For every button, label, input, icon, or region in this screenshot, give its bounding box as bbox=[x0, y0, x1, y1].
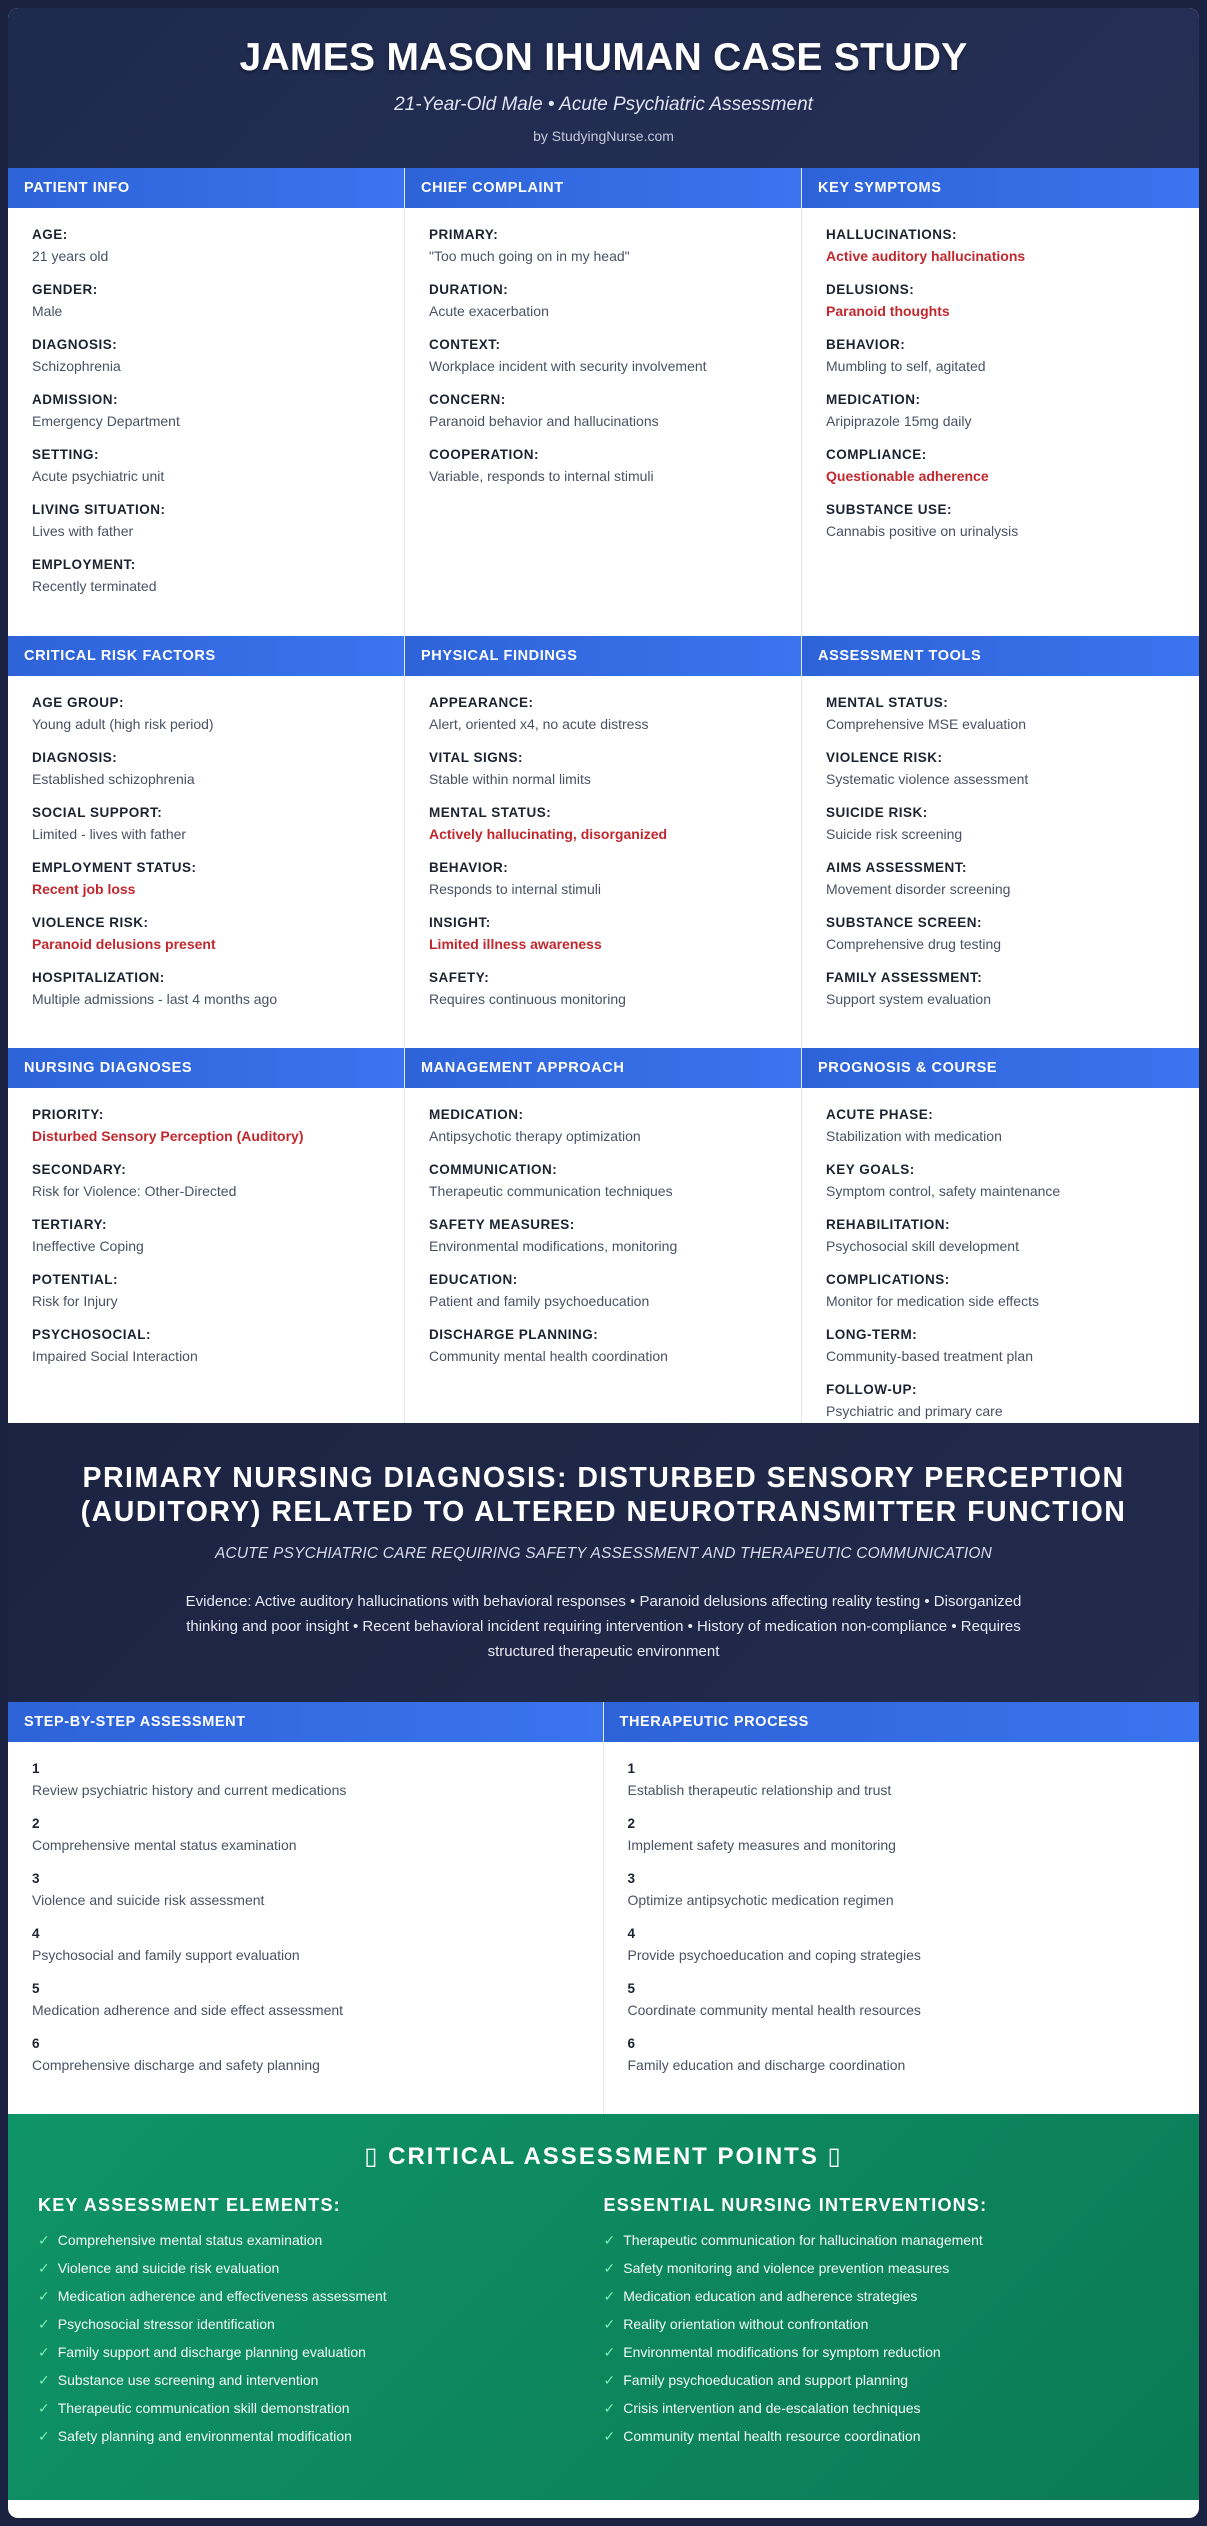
field-suicide-risk bbox=[826, 804, 1175, 844]
process-row bbox=[8, 1702, 1199, 2114]
field-label: COMPLICATIONS: bbox=[826, 1272, 950, 1287]
field-value: "Too much going on in my head" bbox=[429, 248, 630, 264]
card-header: THERAPEUTIC PROCESS bbox=[604, 1702, 1200, 1742]
card-header: NURSING DIAGNOSES bbox=[8, 1048, 404, 1088]
checklist-item-text: Family psychoeducation and support planning bbox=[623, 2372, 909, 2388]
check-icon: ✓ bbox=[603, 2260, 616, 2276]
field-value: Psychosocial skill development bbox=[826, 1238, 1019, 1254]
field-education bbox=[429, 1271, 777, 1311]
check-icon: ✓ bbox=[38, 2316, 50, 2332]
checklist-item bbox=[604, 2230, 1170, 2250]
field-value: Acute exacerbation bbox=[429, 303, 549, 319]
field-label: SAFETY MEASURES: bbox=[429, 1217, 575, 1232]
field-value-alert: Paranoid delusions present bbox=[32, 936, 216, 952]
field-cooperation bbox=[429, 446, 777, 486]
card-body bbox=[405, 1088, 801, 1366]
card-header: PATIENT INFO bbox=[8, 168, 404, 208]
field-label: LONG-TERM: bbox=[826, 1327, 918, 1342]
critical-column-heading: ESSENTIAL NURSING INTERVENTIONS: bbox=[603, 2195, 988, 2215]
field-value: Stable within normal limits bbox=[429, 771, 591, 787]
field-value: Mumbling to self, agitated bbox=[826, 358, 986, 374]
step-text: Review psychiatric history and current medications bbox=[32, 1782, 347, 1798]
checklist-item-text: Community mental health resource coordination bbox=[623, 2428, 921, 2444]
step-text: Provide psychoeducation and coping strategies bbox=[627, 1947, 921, 1963]
checklist-item-text: Medication education and adherence strategies bbox=[623, 2288, 918, 2304]
field-discharge-planning bbox=[429, 1326, 777, 1366]
field-value: Antipsychotic therapy optimization bbox=[429, 1128, 641, 1144]
step-text: Medication adherence and side effect assessment bbox=[32, 2002, 344, 2018]
field-priority bbox=[32, 1106, 380, 1146]
field-value: Risk for Violence: Other-Directed bbox=[32, 1183, 237, 1199]
step-item bbox=[32, 1925, 579, 1965]
diagnosis-evidence: Evidence: Active auditory hallucinations with behavioral responses • Paranoid delusions affecting reality testing • Disorganized thinking and poor insight • Recent behavioral incident requiring intervention • History of medication non-compliance • Requires structured therapeutic environment bbox=[185, 1593, 1022, 1660]
field-label: DISCHARGE PLANNING: bbox=[429, 1327, 599, 1342]
check-icon: ✓ bbox=[38, 2260, 50, 2276]
checklist-item bbox=[38, 2426, 604, 2446]
field-label: COMMUNICATION: bbox=[429, 1162, 558, 1177]
field-label: MEDICATION: bbox=[429, 1107, 524, 1122]
critical-title: ▯ CRITICAL ASSESSMENT POINTS ▯ bbox=[364, 2143, 843, 2170]
cards-row-1 bbox=[8, 168, 1199, 636]
card-header: PHYSICAL FINDINGS bbox=[405, 636, 801, 676]
card-header: KEY SYMPTOMS bbox=[802, 168, 1199, 208]
field-label: POTENTIAL: bbox=[32, 1272, 118, 1287]
critical-assessment-section bbox=[8, 2114, 1199, 2500]
field-employment-status bbox=[32, 859, 380, 899]
field-label: PRIMARY: bbox=[429, 227, 499, 242]
critical-column-key-assessment-elements bbox=[38, 2195, 604, 2454]
field-label: HALLUCINATIONS: bbox=[826, 227, 957, 242]
field-label: SOCIAL SUPPORT: bbox=[32, 805, 163, 820]
checklist-item-text: Substance use screening and intervention bbox=[57, 2372, 319, 2388]
field-label: PRIORITY: bbox=[32, 1107, 104, 1122]
field-medication bbox=[826, 391, 1175, 431]
check-icon: ✓ bbox=[38, 2232, 50, 2248]
checklist-item bbox=[38, 2370, 604, 2390]
field-value: Variable, responds to internal stimuli bbox=[429, 468, 654, 484]
card-body bbox=[802, 208, 1199, 541]
field-value-alert: Actively hallucinating, disorganized bbox=[429, 826, 668, 842]
field-label: BEHAVIOR: bbox=[429, 860, 509, 875]
field-value: Comprehensive drug testing bbox=[826, 936, 1002, 952]
card-header: PROGNOSIS & COURSE bbox=[802, 1048, 1199, 1088]
field-insight bbox=[429, 914, 777, 954]
step-item bbox=[32, 1870, 579, 1910]
field-living-situation bbox=[32, 501, 380, 541]
field-tertiary bbox=[32, 1216, 380, 1256]
field-label: INSIGHT: bbox=[429, 915, 491, 930]
checklist-item-text: Safety monitoring and violence prevention measures bbox=[623, 2260, 950, 2276]
check-icon: ✓ bbox=[603, 2232, 616, 2248]
field-behavior bbox=[429, 859, 777, 899]
field-admission bbox=[32, 391, 380, 431]
card-header: ASSESSMENT TOOLS bbox=[802, 636, 1199, 676]
step-number: 3 bbox=[627, 1871, 636, 1886]
field-substance-use bbox=[826, 501, 1175, 541]
field-long-term bbox=[826, 1326, 1175, 1366]
field-value-alert: Questionable adherence bbox=[826, 468, 989, 484]
field-value: Responds to internal stimuli bbox=[429, 881, 601, 897]
field-value: Limited - lives with father bbox=[32, 826, 187, 842]
field-violence-risk bbox=[826, 749, 1175, 789]
step-number: 5 bbox=[32, 1981, 40, 1996]
checklist-item-text: Therapeutic communication skill demonstration bbox=[57, 2400, 350, 2416]
field-value: Impaired Social Interaction bbox=[32, 1348, 198, 1364]
field-mental-status bbox=[429, 804, 777, 844]
field-hospitalization bbox=[32, 969, 380, 1009]
step-text: Family education and discharge coordination bbox=[627, 2057, 906, 2073]
field-value-alert: Limited illness awareness bbox=[429, 936, 602, 952]
page-title: JAMES MASON IHUMAN CASE STUDY bbox=[239, 36, 968, 79]
field-label: AGE: bbox=[32, 227, 68, 242]
field-primary bbox=[429, 226, 777, 266]
field-label: HOSPITALIZATION: bbox=[32, 970, 165, 985]
step-text: Violence and suicide risk assessment bbox=[32, 1892, 265, 1908]
field-value: Workplace incident with security involvement bbox=[429, 358, 707, 374]
checklist-item-text: Medication adherence and effectiveness assessment bbox=[57, 2288, 387, 2304]
field-label: TERTIARY: bbox=[32, 1217, 107, 1232]
checklist-item bbox=[604, 2286, 1170, 2306]
card-header: STEP-BY-STEP ASSESSMENT bbox=[8, 1702, 603, 1742]
field-social-support bbox=[32, 804, 380, 844]
field-label: REHABILITATION: bbox=[826, 1217, 950, 1232]
field-label: VIOLENCE RISK: bbox=[32, 915, 149, 930]
card-body bbox=[405, 676, 801, 1009]
field-value: Paranoid behavior and hallucinations bbox=[429, 413, 659, 429]
field-secondary bbox=[32, 1161, 380, 1201]
card-key-symptoms bbox=[802, 168, 1199, 636]
field-compliance bbox=[826, 446, 1175, 486]
field-key-goals bbox=[826, 1161, 1175, 1201]
card-chief-complaint bbox=[405, 168, 802, 636]
field-label: GENDER: bbox=[32, 282, 98, 297]
checklist-item bbox=[604, 2370, 1170, 2390]
step-item bbox=[628, 1760, 1176, 1800]
field-label: SUBSTANCE SCREEN: bbox=[826, 915, 983, 930]
field-label: DIAGNOSIS: bbox=[32, 337, 118, 352]
field-value: Risk for Injury bbox=[32, 1293, 118, 1309]
field-value: Community-based treatment plan bbox=[826, 1348, 1033, 1364]
step-number: 6 bbox=[32, 2036, 40, 2051]
card-critical-risk-factors bbox=[8, 636, 405, 1048]
field-value: 21 years old bbox=[32, 248, 109, 264]
field-value: Young adult (high risk period) bbox=[32, 716, 214, 732]
page-header bbox=[8, 8, 1199, 168]
check-icon: ✓ bbox=[38, 2288, 50, 2304]
field-value: Aripiprazole 15mg daily bbox=[826, 413, 972, 429]
field-label: SECONDARY: bbox=[32, 1162, 127, 1177]
cards-row-3 bbox=[8, 1048, 1199, 1423]
field-label: AIMS ASSESSMENT: bbox=[826, 860, 968, 875]
process-therapeutic-process bbox=[604, 1702, 1200, 2114]
field-safety-measures bbox=[429, 1216, 777, 1256]
field-psychosocial bbox=[32, 1326, 380, 1366]
field-age bbox=[32, 226, 380, 266]
step-text: Optimize antipsychotic medication regimen bbox=[627, 1892, 894, 1908]
field-gender bbox=[32, 281, 380, 321]
checklist-item-text: Reality orientation without confrontation bbox=[623, 2316, 869, 2332]
field-diagnosis bbox=[32, 749, 380, 789]
checklist-item bbox=[38, 2314, 604, 2334]
field-label: FAMILY ASSESSMENT: bbox=[826, 970, 983, 985]
card-body bbox=[8, 208, 404, 596]
step-number: 2 bbox=[32, 1816, 40, 1831]
field-value: Male bbox=[32, 303, 63, 319]
field-aims-assessment bbox=[826, 859, 1175, 899]
field-age-group bbox=[32, 694, 380, 734]
checklist-item bbox=[604, 2342, 1170, 2362]
field-value: Recently terminated bbox=[32, 578, 157, 594]
step-item bbox=[628, 1815, 1176, 1855]
field-label: EMPLOYMENT STATUS: bbox=[32, 860, 197, 875]
field-diagnosis bbox=[32, 336, 380, 376]
step-text: Implement safety measures and monitoring bbox=[627, 1837, 896, 1853]
step-item bbox=[628, 2035, 1176, 2075]
field-potential bbox=[32, 1271, 380, 1311]
field-label: MEDICATION: bbox=[826, 392, 921, 407]
field-label: SAFETY: bbox=[429, 970, 490, 985]
field-value: Acute psychiatric unit bbox=[32, 468, 165, 484]
critical-column-essential-nursing-interventions bbox=[604, 2195, 1170, 2454]
field-value: Comprehensive MSE evaluation bbox=[826, 716, 1026, 732]
checklist-item bbox=[38, 2398, 604, 2418]
field-value: Patient and family psychoeducation bbox=[429, 1293, 650, 1309]
field-violence-risk bbox=[32, 914, 380, 954]
field-value: Systematic violence assessment bbox=[826, 771, 1029, 787]
field-label: MENTAL STATUS: bbox=[826, 695, 949, 710]
process-step-by-step-assessment bbox=[8, 1702, 604, 2114]
byline: by StudyingNurse.com bbox=[533, 128, 674, 144]
field-label: SETTING: bbox=[32, 447, 99, 462]
field-label: SUBSTANCE USE: bbox=[826, 502, 953, 517]
check-icon: ✓ bbox=[603, 2288, 616, 2304]
field-label: VIOLENCE RISK: bbox=[826, 750, 943, 765]
field-medication bbox=[429, 1106, 777, 1146]
field-value-alert: Disturbed Sensory Perception (Auditory) bbox=[32, 1128, 304, 1144]
field-value-alert: Recent job loss bbox=[32, 881, 136, 897]
field-value: Monitor for medication side effects bbox=[826, 1293, 1039, 1309]
step-item bbox=[32, 2035, 579, 2075]
checklist-item-text: Psychosocial stressor identification bbox=[57, 2316, 275, 2332]
field-employment bbox=[32, 556, 380, 596]
check-icon: ✓ bbox=[38, 2428, 50, 2444]
step-text: Establish therapeutic relationship and trust bbox=[627, 1782, 892, 1798]
checklist bbox=[604, 2230, 1170, 2446]
field-acute-phase bbox=[826, 1106, 1175, 1146]
checklist-item-text: Family support and discharge planning evaluation bbox=[57, 2344, 366, 2360]
checklist-item bbox=[604, 2314, 1170, 2334]
field-communication bbox=[429, 1161, 777, 1201]
card-physical-findings bbox=[405, 636, 802, 1048]
step-item bbox=[32, 1815, 579, 1855]
step-number: 6 bbox=[627, 2036, 636, 2051]
field-value: Suicide risk screening bbox=[826, 826, 963, 842]
field-label: PSYCHOSOCIAL: bbox=[32, 1327, 152, 1342]
field-value: Requires continuous monitoring bbox=[429, 991, 626, 1007]
checklist-item bbox=[38, 2258, 604, 2278]
step-list bbox=[604, 1742, 1200, 2075]
field-label: DIAGNOSIS: bbox=[32, 750, 118, 765]
field-behavior bbox=[826, 336, 1175, 376]
step-number: 5 bbox=[627, 1981, 636, 1996]
step-item bbox=[628, 1925, 1176, 1965]
field-label: EDUCATION: bbox=[429, 1272, 518, 1287]
primary-diagnosis-title: PRIMARY NURSING DIAGNOSIS: DISTURBED SENSORY PERCEPTION (AUDITORY) RELATED TO ALTERED NEUROTRANSMITTER FUNCTION bbox=[80, 1462, 1127, 1528]
field-label: FOLLOW-UP: bbox=[826, 1382, 917, 1397]
checklist-item-text: Comprehensive mental status examination bbox=[57, 2232, 323, 2248]
checklist-item-text: Violence and suicide risk evaluation bbox=[57, 2260, 280, 2276]
field-label: LIVING SITUATION: bbox=[32, 502, 166, 517]
field-label: VITAL SIGNS: bbox=[429, 750, 524, 765]
field-value: Established schizophrenia bbox=[32, 771, 195, 787]
field-label: SUICIDE RISK: bbox=[826, 805, 928, 820]
check-icon: ✓ bbox=[603, 2344, 616, 2360]
critical-column-heading: KEY ASSESSMENT ELEMENTS: bbox=[38, 2195, 341, 2215]
field-rehabilitation bbox=[826, 1216, 1175, 1256]
card-body bbox=[802, 676, 1199, 1009]
field-follow-up bbox=[826, 1381, 1175, 1421]
field-value: Alert, oriented x4, no acute distress bbox=[429, 716, 649, 732]
field-label: AGE GROUP: bbox=[32, 695, 125, 710]
field-safety bbox=[429, 969, 777, 1009]
checklist-item bbox=[38, 2230, 604, 2250]
cards-row-2 bbox=[8, 636, 1199, 1048]
card-management-approach bbox=[405, 1048, 802, 1423]
field-mental-status bbox=[826, 694, 1175, 734]
field-label: CONCERN: bbox=[429, 392, 506, 407]
check-icon: ✓ bbox=[38, 2344, 50, 2360]
field-family-assessment bbox=[826, 969, 1175, 1009]
field-label: KEY GOALS: bbox=[826, 1162, 915, 1177]
field-substance-screen bbox=[826, 914, 1175, 954]
step-item bbox=[32, 1760, 579, 1800]
checklist-item-text: Safety planning and environmental modification bbox=[57, 2428, 352, 2444]
step-number: 4 bbox=[627, 1926, 636, 1941]
card-body bbox=[405, 208, 801, 486]
field-label: CONTEXT: bbox=[429, 337, 501, 352]
card-header: MANAGEMENT APPROACH bbox=[405, 1048, 801, 1088]
card-body bbox=[8, 676, 404, 1009]
field-complications bbox=[826, 1271, 1175, 1311]
field-value: Psychiatric and primary care bbox=[826, 1403, 1003, 1419]
field-label: MENTAL STATUS: bbox=[429, 805, 552, 820]
field-value-alert: Paranoid thoughts bbox=[826, 303, 950, 319]
card-header: CRITICAL RISK FACTORS bbox=[8, 636, 404, 676]
step-text: Coordinate community mental health resources bbox=[627, 2002, 921, 2018]
step-number: 2 bbox=[627, 1816, 636, 1831]
check-icon: ✓ bbox=[603, 2372, 616, 2388]
field-label: EMPLOYMENT: bbox=[32, 557, 136, 572]
card-patient-info bbox=[8, 168, 405, 636]
checklist-item bbox=[604, 2258, 1170, 2278]
field-label: APPEARANCE: bbox=[429, 695, 534, 710]
step-number: 1 bbox=[32, 1761, 40, 1776]
field-label: DELUSIONS: bbox=[826, 282, 915, 297]
step-text: Comprehensive mental status examination bbox=[32, 1837, 297, 1853]
field-value: Emergency Department bbox=[32, 413, 180, 429]
field-value: Schizophrenia bbox=[32, 358, 121, 374]
field-context bbox=[429, 336, 777, 376]
field-value: Cannabis positive on urinalysis bbox=[826, 523, 1019, 539]
field-value: Movement disorder screening bbox=[826, 881, 1011, 897]
checklist-item bbox=[38, 2342, 604, 2362]
checklist-item bbox=[604, 2398, 1170, 2418]
field-label: DURATION: bbox=[429, 282, 509, 297]
card-nursing-diagnoses bbox=[8, 1048, 405, 1423]
step-list bbox=[8, 1742, 603, 2075]
check-icon: ✓ bbox=[603, 2400, 616, 2416]
field-delusions bbox=[826, 281, 1175, 321]
card-header: CHIEF COMPLAINT bbox=[405, 168, 801, 208]
field-duration bbox=[429, 281, 777, 321]
field-concern bbox=[429, 391, 777, 431]
card-body bbox=[802, 1088, 1199, 1421]
field-value: Stabilization with medication bbox=[826, 1128, 1002, 1144]
field-value: Lives with father bbox=[32, 523, 134, 539]
card-prognosis-course bbox=[802, 1048, 1199, 1423]
case-study-page bbox=[8, 8, 1199, 2518]
field-value: Environmental modifications, monitoring bbox=[429, 1238, 678, 1254]
step-number: 4 bbox=[32, 1926, 40, 1941]
checklist-item-text: Crisis intervention and de-escalation techniques bbox=[623, 2400, 921, 2416]
field-label: COMPLIANCE: bbox=[826, 447, 927, 462]
field-value: Community mental health coordination bbox=[429, 1348, 668, 1364]
checklist-item bbox=[38, 2286, 604, 2306]
step-text: Comprehensive discharge and safety planning bbox=[32, 2057, 320, 2073]
field-label: ACUTE PHASE: bbox=[826, 1107, 934, 1122]
field-setting bbox=[32, 446, 380, 486]
field-label: BEHAVIOR: bbox=[826, 337, 906, 352]
step-item bbox=[628, 1870, 1176, 1910]
field-value-alert: Active auditory hallucinations bbox=[826, 248, 1026, 264]
checklist-item-text: Environmental modifications for symptom reduction bbox=[623, 2344, 941, 2360]
primary-diagnosis-banner bbox=[8, 1423, 1199, 1702]
field-value: Ineffective Coping bbox=[32, 1238, 144, 1254]
field-appearance bbox=[429, 694, 777, 734]
check-icon: ✓ bbox=[603, 2316, 616, 2332]
primary-diagnosis-subtitle: ACUTE PSYCHIATRIC CARE REQUIRING SAFETY ASSESSMENT AND THERAPEUTIC COMMUNICATION bbox=[214, 1545, 992, 1562]
checklist-item-text: Therapeutic communication for hallucination management bbox=[623, 2232, 983, 2248]
field-label: ADMISSION: bbox=[32, 392, 118, 407]
card-assessment-tools bbox=[802, 636, 1199, 1048]
field-hallucinations bbox=[826, 226, 1175, 266]
field-value: Symptom control, safety maintenance bbox=[826, 1183, 1061, 1199]
step-number: 3 bbox=[32, 1871, 40, 1886]
checklist-item bbox=[604, 2426, 1170, 2446]
field-vital-signs bbox=[429, 749, 777, 789]
checklist bbox=[38, 2230, 604, 2446]
check-icon: ✓ bbox=[38, 2400, 50, 2416]
step-number: 1 bbox=[627, 1761, 636, 1776]
field-value: Multiple admissions - last 4 months ago bbox=[32, 991, 278, 1007]
check-icon: ✓ bbox=[38, 2372, 50, 2388]
field-label: COOPERATION: bbox=[429, 447, 539, 462]
page-subtitle: 21-Year-Old Male • Acute Psychiatric Assessment bbox=[394, 94, 813, 115]
step-item bbox=[32, 1980, 579, 2020]
step-item bbox=[628, 1980, 1176, 2020]
field-value: Support system evaluation bbox=[826, 991, 991, 1007]
card-body bbox=[8, 1088, 404, 1366]
field-value: Therapeutic communication techniques bbox=[429, 1183, 673, 1199]
critical-columns bbox=[8, 2171, 1199, 2454]
check-icon: ✓ bbox=[603, 2428, 616, 2444]
step-text: Psychosocial and family support evaluation bbox=[32, 1947, 300, 1963]
